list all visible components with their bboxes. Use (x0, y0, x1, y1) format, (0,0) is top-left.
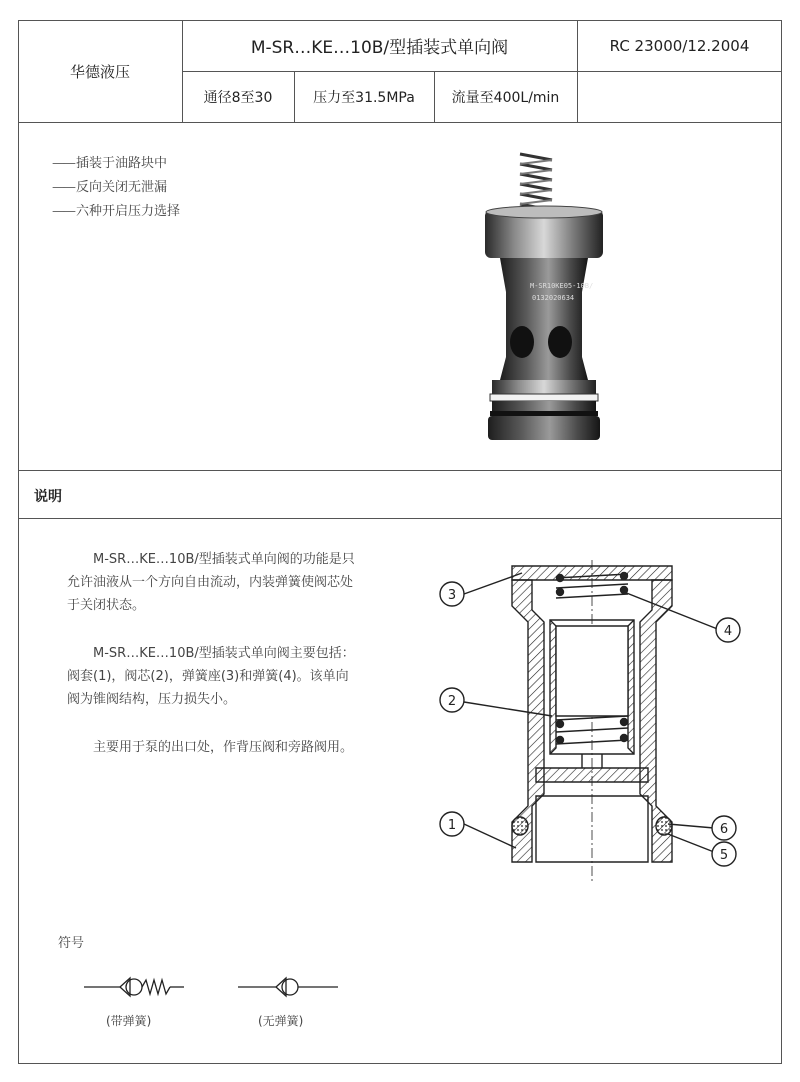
port-hole (548, 326, 572, 358)
symbol-label-without-spring: (无弹簧) (258, 1014, 304, 1028)
sleeve-body (500, 258, 588, 380)
callout-5 (712, 842, 736, 866)
model-title: M-SR…KE…10B/型插装式单向阀 (250, 38, 509, 58)
seal-ring (490, 394, 598, 401)
callout-6 (712, 816, 736, 840)
check-valve-symbol-icon (238, 972, 338, 1002)
svg-text:6: 6 (719, 822, 729, 837)
feature-list (52, 152, 180, 224)
company-name: 华德液压 (69, 62, 130, 81)
spec-flow: 流量至400L/min (451, 89, 560, 106)
description-paragraph: 主要用于泵的出口处，作背压阀和旁路阀用。 (93, 740, 354, 755)
description-paragraph: M-SR…KE…10B/型插装式单向阀主要包括：阀套(1)，阀芯(2)，弹簧座(3)和弹簧(4)。该单向阀为锥阀结构，压力损失小。 (67, 646, 355, 707)
product-photo (470, 142, 620, 444)
svg-text:2: 2 (447, 694, 457, 709)
callout-1 (440, 812, 464, 836)
spec-pressure: 压力至31.5MPa (313, 89, 415, 106)
sectional-drawing (432, 556, 752, 886)
feature-item: —— 六种开启压力选择 (52, 200, 180, 224)
feature-item: —— 反向关闭无泄漏 (52, 176, 180, 200)
callout-3 (440, 582, 464, 606)
spring-icon (520, 154, 552, 210)
marking-line-1: M-SR10KE05-10B/ (530, 282, 594, 290)
feature-item: —— 插装于油路块中 (52, 152, 180, 176)
callout-4 (716, 618, 740, 642)
standard-number: RC 23000/12.2004 (609, 36, 750, 55)
callout-2 (440, 688, 464, 712)
check-valve-spring-symbol-icon (84, 972, 184, 1002)
svg-text:5: 5 (719, 848, 729, 863)
symbol-title: 符号 (58, 936, 85, 951)
description (67, 548, 359, 784)
svg-text:4: 4 (723, 624, 733, 639)
marking-line-2: 0132020634 (532, 294, 575, 302)
spec-diameter: 通径8至30 (203, 89, 273, 106)
section-title: 说明 (34, 489, 62, 505)
header-bottom-line (18, 122, 782, 123)
svg-text:1: 1 (447, 818, 457, 833)
section-divider-top (18, 470, 782, 471)
port-hole (510, 326, 534, 358)
description-paragraph: M-SR…KE…10B/型插装式单向阀的功能是只允许油液从一个方向自由流动，内装弹簧使阀芯处于关闭状态。 (67, 552, 355, 613)
svg-text:3: 3 (447, 588, 457, 603)
symbol-label-with-spring: (带弹簧) (106, 1014, 152, 1028)
section-divider-bottom (18, 518, 782, 519)
